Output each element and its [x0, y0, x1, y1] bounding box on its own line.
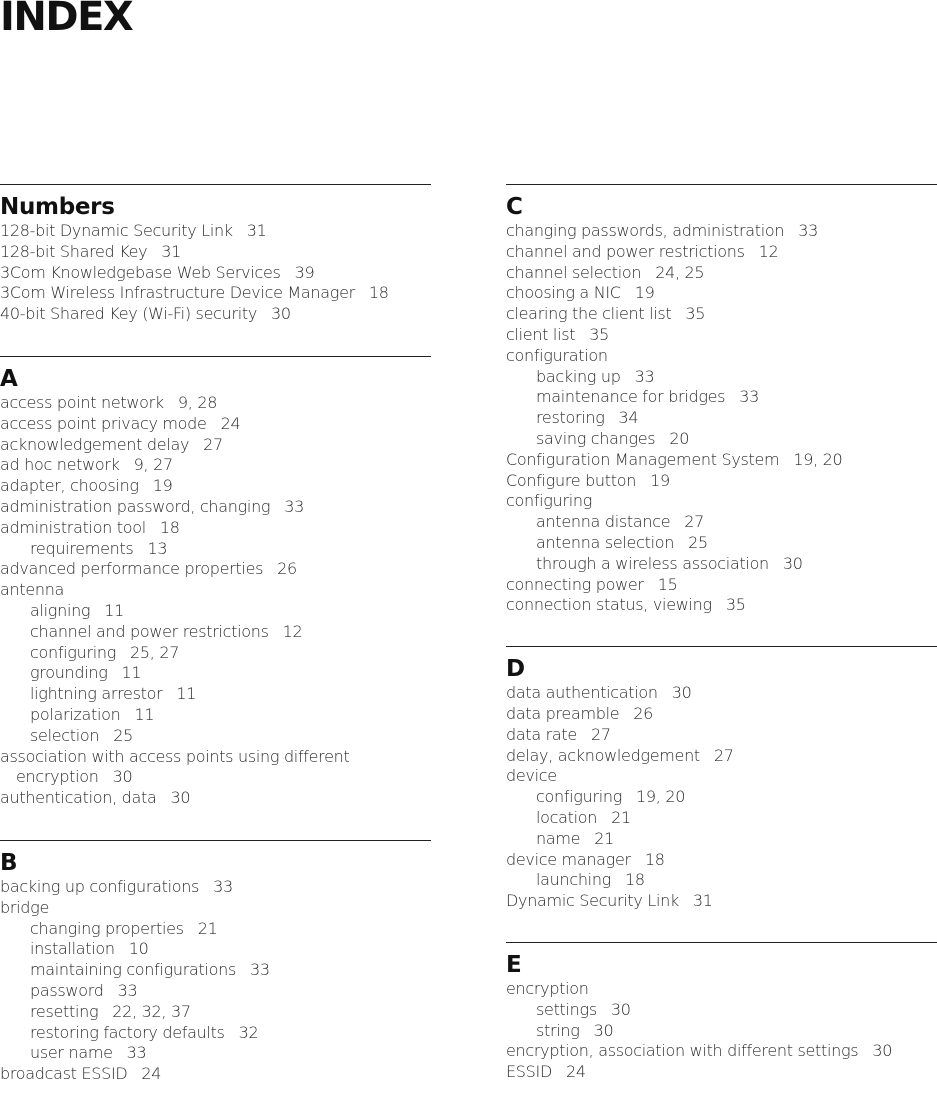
- entry-page-numbers: 30: [271, 304, 291, 324]
- entry-page-numbers: 30: [782, 553, 803, 573]
- entry-term: grounding: [30, 663, 108, 683]
- entry-page-numbers: 18: [624, 870, 645, 890]
- index-subentry: [0, 622, 431, 643]
- index-entry: [0, 242, 431, 263]
- index-entry: [506, 850, 937, 871]
- entry-page-numbers: 21: [197, 918, 218, 938]
- entry-term: 128-bit Dynamic Security Link: [0, 221, 233, 240]
- entry-term: configuration: [506, 345, 608, 365]
- index-entry: [506, 1041, 937, 1062]
- entry-term: device: [506, 766, 557, 786]
- entry-page-numbers: 30: [671, 683, 692, 703]
- entry-page-numbers: 9, 27: [133, 455, 173, 475]
- index-entry: [0, 788, 431, 809]
- entry-page-numbers: 9, 28: [177, 392, 218, 412]
- entry-page-numbers: 25: [688, 532, 708, 552]
- index-subentry: [506, 1021, 937, 1042]
- entry-term: user name: [30, 1043, 113, 1063]
- entry-page-numbers: 27: [713, 745, 734, 765]
- entry-term: location: [536, 807, 598, 827]
- entry-term: administration tool: [0, 517, 146, 537]
- index-subentry: [0, 705, 431, 726]
- index-subentry: [506, 787, 937, 808]
- entry-term: channel and power restrictions: [30, 621, 269, 641]
- entry-term: 128-bit Shared Key: [0, 241, 148, 261]
- index-subentry: [0, 1023, 431, 1044]
- entry-page-numbers: 35: [685, 304, 706, 324]
- entry-page-numbers: 30: [170, 788, 191, 808]
- index-entry: [506, 221, 937, 242]
- entry-page-numbers: 19, 20: [636, 787, 686, 807]
- entry-term: data authentication: [506, 683, 658, 703]
- section-heading: E: [506, 951, 522, 978]
- entry-page-numbers: 26: [633, 703, 654, 723]
- entry-term: backing up configurations: [0, 876, 200, 896]
- entry-term: requirements: [30, 538, 134, 558]
- index-entry: [506, 491, 937, 512]
- entry-page-numbers: 10: [128, 939, 149, 959]
- index-subentry: [506, 408, 937, 429]
- entry-term: device manager: [506, 849, 631, 869]
- index-entry: [506, 471, 937, 492]
- entry-page-numbers: 25, 27: [130, 642, 180, 662]
- entry-term: connecting power: [506, 574, 644, 594]
- index-subentry: [0, 663, 431, 684]
- index-entry: [0, 497, 431, 518]
- entry-page-numbers: 15: [657, 574, 678, 594]
- entry-term: advanced performance properties: [0, 559, 264, 579]
- index-entry: [0, 263, 431, 284]
- index-entry: [506, 450, 937, 471]
- entry-term: connection status, viewing: [506, 595, 712, 615]
- entry-page-numbers: 11: [176, 684, 197, 704]
- index-entry: [0, 767, 431, 788]
- section-heading: A: [0, 365, 18, 392]
- entry-term: installation: [30, 939, 115, 959]
- index-entry: [506, 746, 937, 767]
- entry-term: Configure button: [506, 470, 637, 490]
- index-column-right: [506, 184, 937, 1113]
- index-entry: [0, 1064, 431, 1085]
- entry-page-numbers: 18: [644, 849, 665, 869]
- entry-page-numbers: 32: [238, 1022, 259, 1042]
- index-subentry: [506, 429, 937, 450]
- index-section: [0, 840, 431, 1085]
- entry-term: access point privacy mode: [0, 413, 207, 433]
- index-subentry: [0, 726, 431, 747]
- index-subentry: [506, 512, 937, 533]
- entry-page-numbers: 19: [650, 470, 670, 490]
- index-entry: [0, 414, 431, 435]
- page-title: INDEX: [0, 0, 133, 40]
- index-entry: [506, 304, 937, 325]
- index-subentry: [506, 533, 937, 554]
- index-section: [0, 184, 431, 325]
- entry-term: client list: [506, 324, 576, 344]
- index-entry: [0, 877, 431, 898]
- index-subentry: [506, 1000, 937, 1021]
- entry-page-numbers: 22, 32, 37: [112, 1001, 191, 1021]
- entry-term: Configuration Management System: [506, 449, 780, 469]
- index-section: [506, 942, 937, 1083]
- entry-term: authentication, data: [0, 788, 157, 808]
- entry-term: backing up: [536, 366, 621, 386]
- index-entry: [506, 704, 937, 725]
- index-entry: [0, 393, 431, 414]
- index-subentry: [0, 919, 431, 940]
- entry-page-numbers: 35: [725, 595, 746, 615]
- entry-page-numbers: 27: [590, 724, 611, 744]
- entry-page-numbers: 30: [593, 1020, 614, 1040]
- entry-term: maintaining configurations: [30, 960, 237, 980]
- entry-term: broadcast ESSID: [0, 1064, 128, 1084]
- entry-term: Dynamic Security Link: [506, 891, 679, 911]
- entry-page-numbers: 33: [213, 876, 233, 896]
- entry-page-numbers: 31: [246, 221, 267, 240]
- entry-term: changing passwords, administration: [506, 221, 785, 240]
- index-entry: [506, 242, 937, 263]
- entry-term: launching: [536, 870, 611, 890]
- index-entry: [0, 476, 431, 497]
- entry-page-numbers: 27: [203, 434, 223, 454]
- entry-term: 40-bit Shared Key (Wi-Fi) security: [0, 304, 258, 324]
- entry-page-numbers: 21: [611, 807, 631, 827]
- entry-term: password: [30, 980, 104, 1000]
- index-column-left: [0, 184, 431, 1116]
- entry-term: association with access points using different: [0, 746, 350, 766]
- entry-term: lightning arrestor: [30, 684, 163, 704]
- entry-term: saving changes: [536, 428, 656, 448]
- entry-page-numbers: 24, 25: [655, 262, 705, 282]
- entry-term: encryption: [16, 767, 99, 787]
- entry-page-numbers: 26: [277, 559, 297, 579]
- index-entry: [506, 1062, 937, 1083]
- entry-term: restoring: [536, 408, 605, 428]
- entry-term: aligning: [30, 600, 91, 620]
- entry-page-numbers: 12: [282, 621, 303, 641]
- entry-page-numbers: 24: [220, 413, 241, 433]
- index-entry: [0, 304, 431, 325]
- entry-term: antenna: [0, 580, 65, 600]
- index-entry: [506, 346, 937, 367]
- entry-term: through a wireless association: [536, 553, 769, 573]
- entry-page-numbers: 34: [618, 408, 639, 428]
- index-entry: [0, 518, 431, 539]
- index-subentry: [506, 870, 937, 891]
- entry-page-numbers: 19: [634, 283, 655, 303]
- index-entry: [0, 455, 431, 476]
- index-entry: [0, 898, 431, 919]
- index-subentry: [0, 939, 431, 960]
- entry-page-numbers: 31: [692, 891, 713, 911]
- entry-page-numbers: 30: [610, 999, 631, 1019]
- entry-term: settings: [536, 999, 597, 1019]
- entry-page-numbers: 27: [684, 512, 704, 532]
- index-entry: [506, 891, 937, 912]
- index-section: [506, 184, 937, 616]
- entry-page-numbers: 13: [147, 538, 168, 558]
- index-entry: [506, 263, 937, 284]
- section-heading: Numbers: [0, 194, 115, 220]
- index-subentry: [506, 829, 937, 850]
- entry-page-numbers: 33: [117, 980, 138, 1000]
- entry-page-numbers: 19: [152, 476, 173, 496]
- index-section: [506, 646, 937, 912]
- entry-term: clearing the client list: [506, 304, 672, 324]
- entry-page-numbers: 39: [294, 262, 315, 282]
- entry-page-numbers: 33: [126, 1043, 147, 1063]
- entry-page-numbers: 21: [594, 828, 614, 848]
- entry-page-numbers: 12: [758, 241, 779, 261]
- entry-page-numbers: 33: [634, 366, 655, 386]
- entry-term: 3Com Wireless Infrastructure Device Manager: [0, 283, 355, 303]
- index-entry: [0, 580, 431, 601]
- entry-term: encryption: [506, 978, 589, 998]
- index-entry: [506, 283, 937, 304]
- entry-term: configuring: [506, 491, 593, 511]
- entry-term: maintenance for bridges: [536, 387, 726, 407]
- index-subentry: [506, 808, 937, 829]
- index-entry: [506, 725, 937, 746]
- index-subentry: [0, 1043, 431, 1064]
- entry-page-numbers: 33: [798, 221, 819, 240]
- index-subentry: [506, 367, 937, 388]
- entry-term: 3Com Knowledgebase Web Services: [0, 262, 281, 282]
- entry-page-numbers: 31: [161, 241, 182, 261]
- entry-term: data rate: [506, 724, 577, 744]
- section-heading: B: [0, 849, 18, 876]
- entry-term: delay, acknowledgement: [506, 745, 700, 765]
- entry-page-numbers: 30: [112, 767, 133, 787]
- entry-term: changing properties: [30, 918, 184, 938]
- entry-page-numbers: 33: [739, 387, 759, 407]
- entry-term: channel and power restrictions: [506, 241, 745, 261]
- entry-page-numbers: 24: [565, 1062, 586, 1082]
- index-subentry: [0, 643, 431, 664]
- index-entry: [506, 766, 937, 787]
- entry-term: selection: [30, 725, 100, 745]
- entry-page-numbers: 20: [669, 428, 690, 448]
- section-heading: C: [506, 194, 523, 220]
- entry-page-numbers: 11: [134, 704, 155, 724]
- entry-term: acknowledgement delay: [0, 434, 190, 454]
- index-entry: [0, 221, 431, 242]
- entry-term: configuring: [30, 642, 117, 662]
- section-heading: D: [506, 656, 525, 683]
- entry-term: resetting: [30, 1001, 99, 1021]
- entry-term: data preamble: [506, 703, 620, 723]
- entry-page-numbers: 18: [368, 283, 389, 303]
- index-subentry: [0, 1002, 431, 1023]
- index-entry: [506, 325, 937, 346]
- entry-term: ad hoc network: [0, 455, 120, 475]
- index-entry: [0, 283, 431, 304]
- entry-term: bridge: [0, 897, 49, 917]
- entry-term: ESSID: [506, 1062, 552, 1082]
- entry-page-numbers: 33: [284, 496, 304, 516]
- index-entry: [506, 683, 937, 704]
- entry-term: restoring factory defaults: [30, 1022, 225, 1042]
- entry-page-numbers: 24: [141, 1064, 162, 1084]
- index-subentry: [0, 684, 431, 705]
- entry-page-numbers: 30: [872, 1041, 893, 1061]
- entry-page-numbers: 19, 20: [793, 449, 843, 469]
- index-entry: [0, 747, 431, 768]
- entry-term: administration password, changing: [0, 496, 271, 516]
- entry-page-numbers: 33: [250, 960, 270, 980]
- entry-term: polarization: [30, 704, 121, 724]
- index-section: [0, 356, 431, 809]
- entry-term: configuring: [536, 787, 623, 807]
- entry-term: access point network: [0, 392, 164, 412]
- entry-term: name: [536, 828, 581, 848]
- entry-page-numbers: 11: [121, 663, 142, 683]
- index-subentry: [0, 601, 431, 622]
- index-subentry: [0, 981, 431, 1002]
- entry-term: antenna selection: [536, 532, 675, 552]
- entry-term: antenna distance: [536, 512, 671, 532]
- entry-page-numbers: 11: [104, 600, 124, 620]
- entry-page-numbers: 18: [159, 517, 180, 537]
- index-entry: [0, 435, 431, 456]
- index-entry: [506, 575, 937, 596]
- entry-page-numbers: 25: [113, 725, 133, 745]
- index-entry: [0, 559, 431, 580]
- entry-term: choosing a NIC: [506, 283, 621, 303]
- entry-term: encryption, association with different settings: [506, 1041, 859, 1061]
- index-subentry: [0, 539, 431, 560]
- entry-term: adapter, choosing: [0, 476, 139, 496]
- index-entry: [506, 595, 937, 616]
- index-subentry: [0, 960, 431, 981]
- index-subentry: [506, 387, 937, 408]
- entry-term: channel selection: [506, 262, 642, 282]
- index-subentry: [506, 554, 937, 575]
- entry-term: string: [536, 1020, 580, 1040]
- entry-page-numbers: 35: [589, 324, 609, 344]
- index-entry: [506, 979, 937, 1000]
